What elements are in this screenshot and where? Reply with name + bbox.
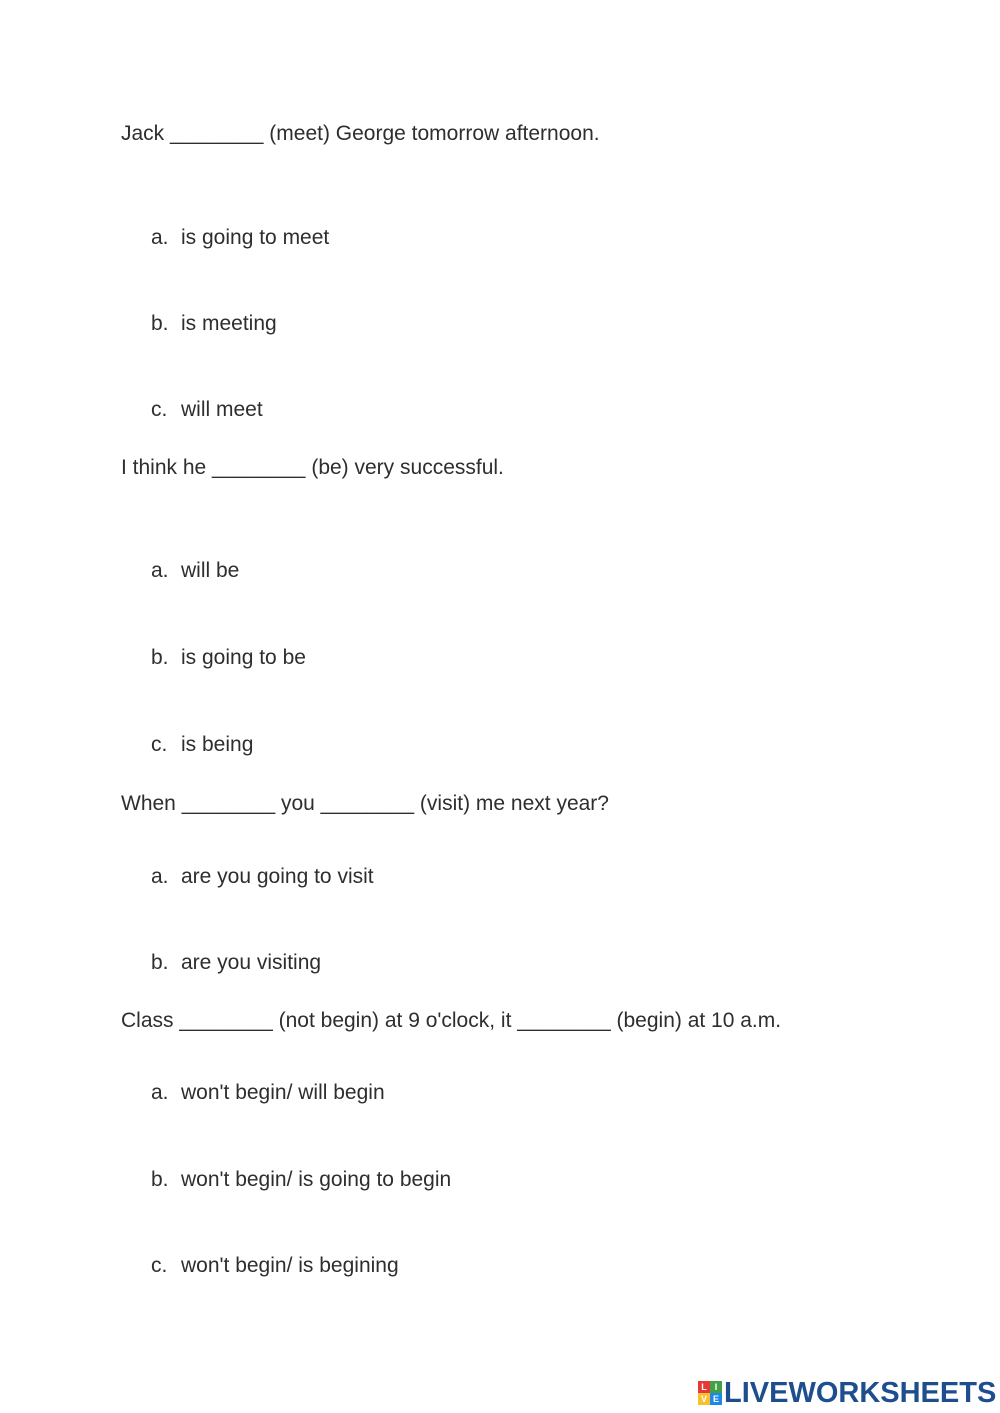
question-4-option-a[interactable] — [151, 1081, 385, 1105]
logo-letter-l: L — [698, 1381, 710, 1393]
question-1-option-b[interactable] — [151, 312, 277, 336]
option-text: is meeting — [181, 312, 277, 335]
option-letter: a. — [151, 559, 169, 582]
option-letter: b. — [151, 1168, 169, 1191]
option-text: are you going to visit — [181, 865, 374, 888]
question-3-text: When ________ you ________ (visit) me next year? — [121, 792, 609, 815]
question-2-option-a[interactable] — [151, 559, 239, 583]
logo-letter-e: E — [710, 1393, 722, 1405]
question-4-option-b[interactable] — [151, 1168, 451, 1192]
option-letter: c. — [151, 398, 168, 421]
question-3-option-a[interactable] — [151, 865, 374, 889]
brand-name: LIVEWORKSHEETS — [724, 1377, 997, 1409]
option-text: won't begin/ will begin — [181, 1081, 385, 1104]
option-letter: c. — [151, 1254, 168, 1277]
option-text: won't begin/ is going to begin — [181, 1168, 452, 1191]
question-4-text: Class ________ (not begin) at 9 o'clock, it ________ (begin) at 10 a.m. — [121, 1009, 782, 1032]
question-2-option-c[interactable] — [151, 733, 253, 757]
question-2-option-b[interactable] — [151, 646, 306, 670]
option-letter: a. — [151, 226, 169, 249]
option-letter: b. — [151, 951, 169, 974]
option-text: will meet — [181, 398, 263, 421]
liveworksheets-logo-icon — [698, 1381, 722, 1405]
option-letter: b. — [151, 646, 169, 669]
option-text: will be — [181, 559, 240, 582]
option-letter: a. — [151, 1081, 169, 1104]
option-letter: a. — [151, 865, 169, 888]
option-letter: b. — [151, 312, 169, 335]
option-text: is going to meet — [181, 226, 330, 249]
option-text: are you visiting — [181, 951, 322, 974]
question-1-option-c[interactable] — [151, 398, 263, 422]
logo-letter-i: I — [710, 1381, 722, 1393]
logo-letter-v: V — [698, 1393, 710, 1405]
question-4-option-c[interactable] — [151, 1254, 399, 1278]
option-text: is going to be — [181, 646, 306, 669]
liveworksheets-brand[interactable] — [698, 1378, 996, 1408]
option-letter: c. — [151, 733, 168, 756]
option-text: is being — [181, 733, 254, 756]
question-1-option-a[interactable] — [151, 226, 329, 250]
question-2-text: I think he ________ (be) very successful. — [121, 456, 504, 479]
question-3-option-b[interactable] — [151, 951, 321, 975]
question-1-text: Jack ________ (meet) George tomorrow afternoon. — [121, 122, 600, 145]
option-text: won't begin/ is begining — [181, 1254, 399, 1277]
